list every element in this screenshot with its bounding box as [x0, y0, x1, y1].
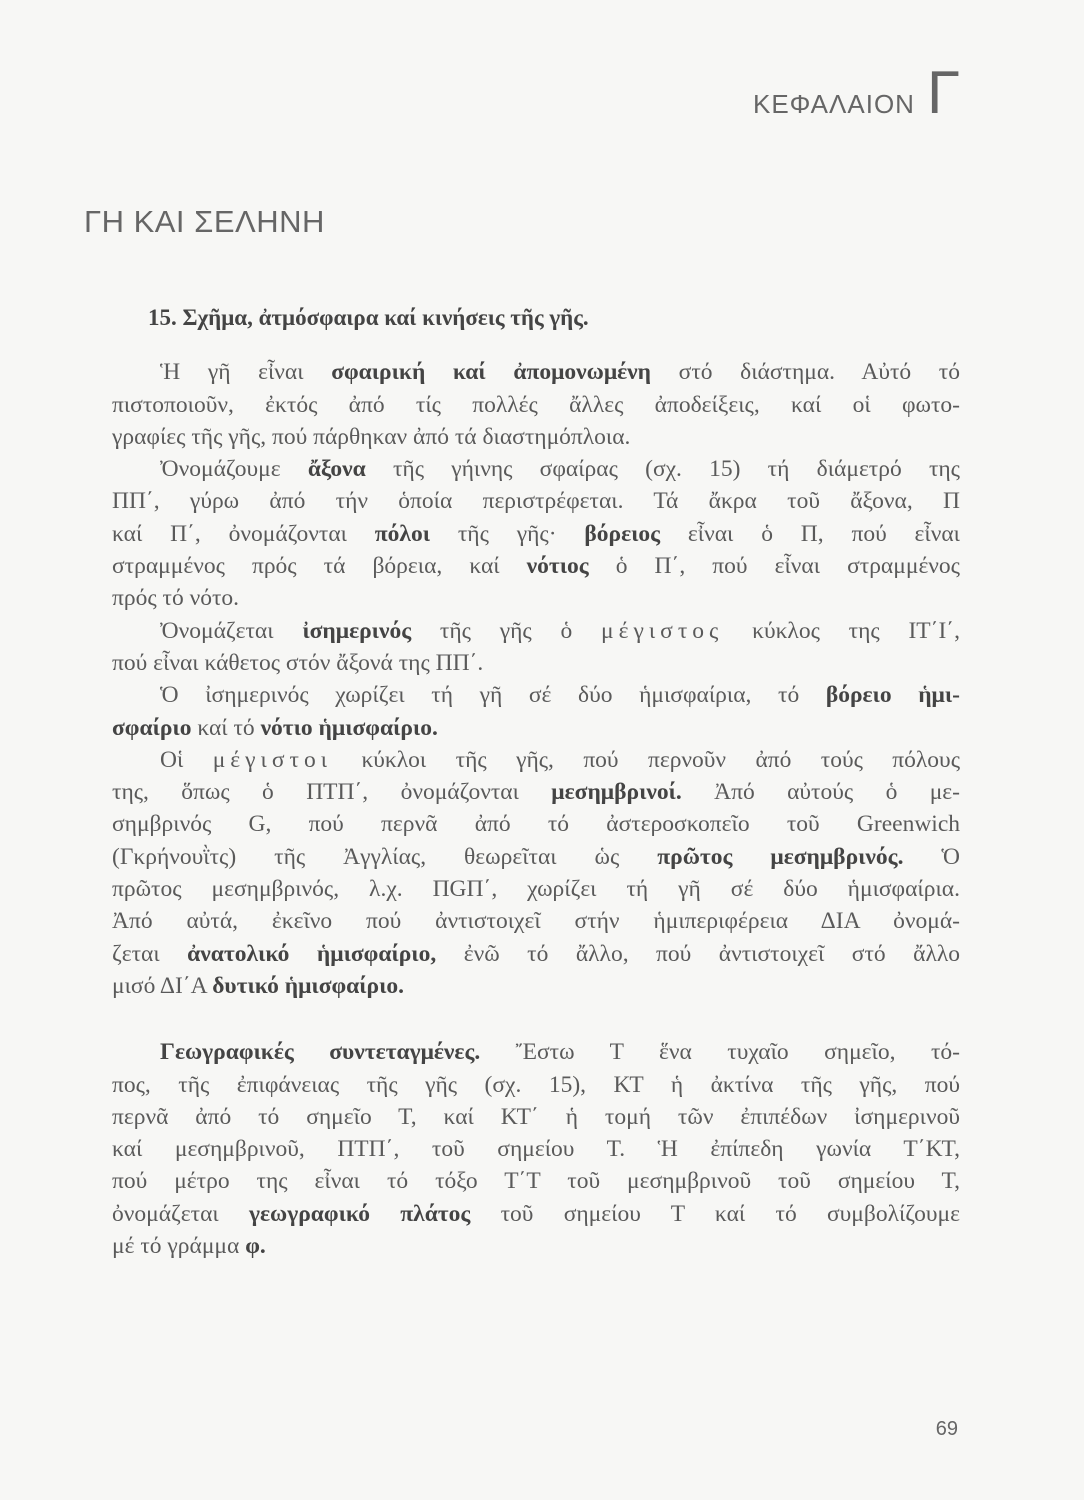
paragraph: [112, 679, 960, 744]
text-line: Οἱ μέγιστοι κύκλοι τῆς γῆς, πού περνοῦν ἀπό τούς πόλους: [160, 746, 960, 773]
paragraph: [112, 356, 960, 453]
page-number: 69: [935, 1418, 958, 1440]
text-line: (Γκρήνουῒτς) τῆς Ἀγγλίας, θεωρεῖται ὡς πρῶτος μεσημβρινός. Ὁ: [112, 843, 960, 870]
text-line: Γεωγραφικές συντεταγμένες. Ἔστω Τ ἕνα τυχαῖο σημεῖο, τό-: [160, 1039, 960, 1066]
text-line: ὀνομάζεται γεωγραφικό πλάτος τοῦ σημείου Τ καί τό συμβολίζουμε: [112, 1200, 960, 1227]
text-line: περνᾶ ἀπό τό σημεῖο Τ, καί ΚΤ΄ ἡ τομή τῶν ἐπιπέδων ἰσημερινοῦ: [112, 1103, 960, 1130]
chapter-letter: Γ: [926, 59, 960, 126]
text-line: Ὀνομάζεται ἰσημερινός τῆς γῆς ὁ μέγιστος κύκλος της ΙΤ΄Ι΄,: [160, 617, 960, 644]
text-line: σφαίριο καί τό νότιο ἡμισφαίριο.: [112, 714, 438, 741]
text-line: καί μεσημβρινοῦ, ΠΤΠ΄, τοῦ σημείου Τ. Ἡ ἐπίπεδη γωνία Τ΄ΚΤ,: [112, 1136, 960, 1163]
body-text: [112, 302, 960, 1262]
text-line: Ὀνομάζουμε ἄξονα τῆς γήινης σφαίρας (σχ. 15) τή διάμετρό της: [160, 456, 960, 483]
paragraph: [112, 453, 960, 614]
text-line: σημβρινός G, πού περνᾶ ἀπό τό ἀστεροσκοπεῖο τοῦ Greenwich: [112, 811, 960, 838]
text-line: πού εἶναι κάθετος στόν ἄξονά της ΠΠ΄.: [112, 649, 484, 676]
text-line: Ὁ ἰσημερινός χωρίζει τή γῆ σέ δύο ἡμισφαίρια, τό βόρειο ἡμι-: [160, 682, 960, 709]
page-title: ΓΗ ΚΑΙ ΣΕΛΗΝΗ: [84, 204, 325, 239]
text-line: πος, τῆς ἐπιφάνειας τῆς γῆς (σχ. 15), ΚΤ ἡ ἀκτίνα τῆς γῆς, πού: [112, 1071, 960, 1098]
text-line: ζεται ἀνατολικό ἡμισφαίριο, ἐνῶ τό ἄλλο, πού ἀντιστοιχεῖ στό ἄλλο: [112, 940, 960, 967]
chapter-word: ΚΕΦΑΛΑΙΟΝ: [753, 89, 915, 119]
text-line: γραφίες τῆς γῆς, πού πάρθηκαν ἀπό τά διαστημόπλοια.: [112, 423, 631, 450]
chapter-header: [753, 58, 960, 127]
text-line: ΠΠ΄, γύρω ἀπό τήν ὁποία περιστρέφεται. Τά ἄκρα τοῦ ἄξονα, Π: [112, 488, 960, 515]
text-line: καί Π΄, ὀνομάζονται πόλοι τῆς γῆς· βόρειος εἶναι ὁ Π, πού εἶναι: [112, 520, 960, 547]
text-line: Ἀπό αὐτά, ἐκεῖνο πού ἀντιστοιχεῖ στήν ἡμιπεριφέρεια ΔΙΑ ὀνομά-: [112, 908, 960, 935]
paragraph: [112, 744, 960, 1002]
section-heading: [112, 302, 960, 334]
paragraph: [112, 615, 960, 680]
text-line: στραμμένος πρός τά βόρεια, καί νότιος ὁ Π΄, πού εἶναι στραμμένος: [112, 553, 960, 580]
text-line: μισό ΔΙ΄Α δυτικό ἡμισφαίριο.: [112, 972, 405, 999]
text-line: πρός τό νότο.: [112, 585, 240, 612]
text-line: της, ὅπως ὁ ΠΤΠ΄, ὀνομάζονται μεσημβρινοί. Ἀπό αὐτούς ὁ με-: [112, 779, 960, 806]
section-number: 15.: [148, 305, 177, 330]
text-line: πού μέτρο της εἶναι τό τόξο Τ΄Τ τοῦ μεσημβρινοῦ τοῦ σημείου Τ,: [112, 1168, 960, 1195]
text-line: μέ τό γράμμα φ.: [112, 1233, 266, 1260]
text-line: Ἡ γῆ εἶναι σφαιρική καί ἀπομονωμένη στό διάστημα. Αὐτό τό: [160, 359, 960, 386]
paragraph: [112, 1036, 960, 1262]
section-title: Σχῆμα, ἀτμόσφαιρα καί κινήσεις τῆς γῆς.: [182, 305, 589, 330]
text-line: πιστοποιοῦν, ἐκτός ἀπό τίς πολλές ἄλλες ἀποδείξεις, καί οἱ φωτο-: [112, 391, 960, 418]
text-line: πρῶτος μεσημβρινός, λ.χ. ΠGΠ΄, χωρίζει τή γῆ σέ δύο ἡμισφαίρια.: [112, 876, 960, 903]
